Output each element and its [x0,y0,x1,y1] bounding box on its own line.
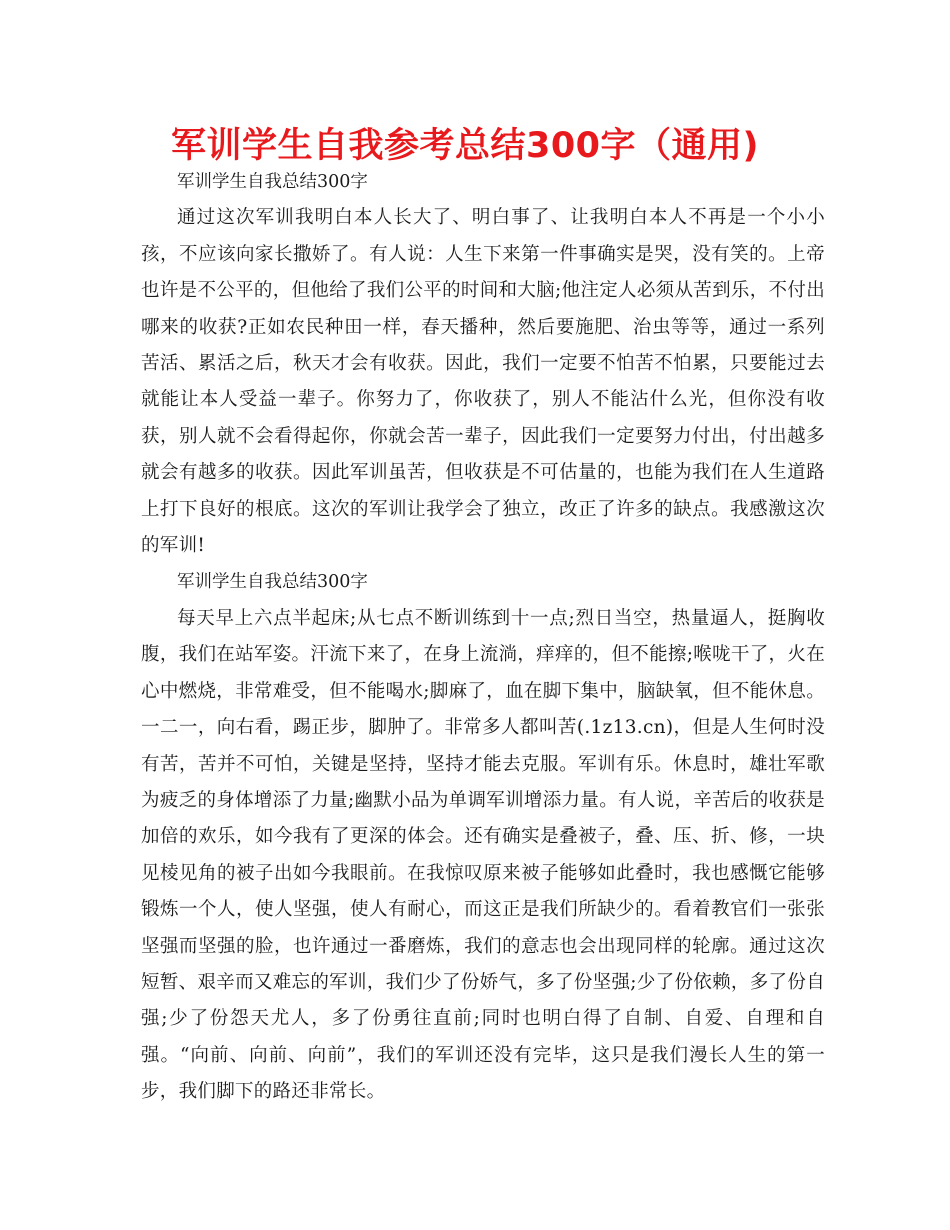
section-heading-2: 军训学生自我总结300字 [177,572,368,593]
section-paragraph-1: 通过这次军训我明白本人长大了、明白事了、让我明白本人不再是一个小小孩，不应该向家长撒娇了。有人说：人生下来第一件事确实是哭，没有笑的。上帝也许是不公平的，但他给了我们公平的时间和大脑;他注定人必须从苦到乐，不付出哪来的收获?正如农民种田一样，春天播种，然后要施肥、治虫等等，通过一系列苦活、累活之后，秋天才会有收获。因此，我们一定要不怕苦不怕累，只要能过去就能让本人受益一辈子。你努力了，你收获了，别人不能沾什么光，但你没有收获，别人就不会看得起你，你就会苦一辈子，因此我们一定要努力付出，付出越多就会有越多的收获。因此军训虽苦，但收获是不可估量的，也能为我们在人生道路上打下良好的根底。这次的军训让我学会了独立，改正了许多的缺点。我感激这次的军训! [141,207,825,557]
document-body [141,164,825,1111]
document-title: 军训学生自我参考总结300字（通用) [170,126,760,166]
section-paragraph-2: 每天早上六点半起床;从七点不断训练到十一点;烈日当空，热量逼人，挺胸收腹，我们在站军姿。汗流下来了，在身上流淌，痒痒的，但不能擦;喉咙干了，火在心中燃烧，非常难受，但不能喝水;脚麻了，血在脚下集中，脑缺氧，但不能休息。一二一，向右看，踢正步，脚肿了。非常多人都叫苦(.1z13.cn)，但是人生何时没有苦，苦并不可怕，关键是坚持，坚持才能去克服。军训有乐。休息时，雄壮军歌为疲乏的身体增添了力量;幽默小品为单调军训增添力量。有人说，辛苦后的收获是加倍的欢乐，如今我有了更深的体会。还有确实是叠被子，叠、压、折、修，一块见棱见角的被子出如今我眼前。在我惊叹原来被子能够如此叠时，我也感慨它能够锻炼一个人，使人坚强，使人有耐心，而这正是我们所缺少的。看着教官们一张张坚强而坚强的脸，也许通过一番磨炼，我们的意志也会出现同样的轮廓。通过这次短暂、艰辛而又难忘的军训，我们少了份娇气，多了份坚强;少了份依赖，多了份自强;少了份怨天尤人，多了份勇往直前;同时也明白得了自制、自爱、自理和自强。“向前、向前、向前”，我们的军训还没有完毕，这只是我们漫长人生的第一步，我们脚下的路还非常长。 [141,607,825,1103]
section-heading-1: 军训学生自我总结300字 [177,172,368,192]
